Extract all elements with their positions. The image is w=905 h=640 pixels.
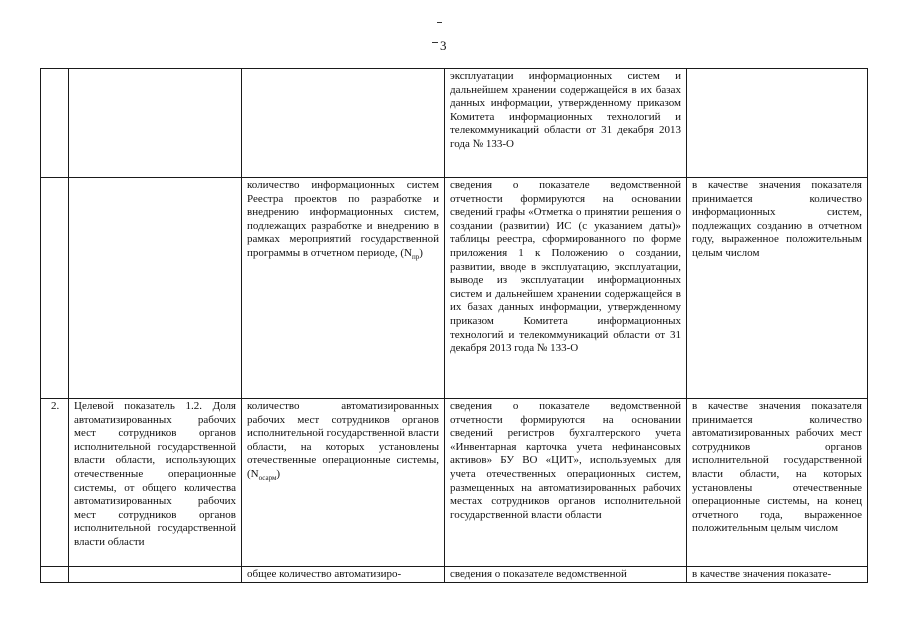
parameter-close: ) bbox=[419, 246, 423, 259]
indicators-table bbox=[40, 68, 868, 583]
indicator-cell: Целевой показатель 1.2. Доля автоматизированных рабочих мест сотрудников органов исполнительной государственной власти области, использующих отечественные операционные системы, от общего количества автоматизированных рабочих мест сотрудников органов исполнительной государственной власти области bbox=[69, 399, 242, 567]
parameter-cell bbox=[242, 69, 445, 178]
indicator-cell bbox=[69, 69, 242, 178]
indicator-cell bbox=[69, 567, 242, 583]
note-cell: в качестве значения показателя принимается количество информационных систем, подлежащих созданию в отчетном году, выраженное положительным целым числом bbox=[687, 178, 868, 399]
parameter-subscript: пр bbox=[411, 253, 420, 262]
source-cell: сведения о показателе ведомственной отчетности формируются на основании сведений регистров бухгалтерского учета «Инвентарная карточка учета нефинансовых активов» БУ ВО «ЦИТ», используемых для учета отечественных операционных систем, размещенных на автоматизированных рабочих местах сотрудников органов исполнительной государственной власти области bbox=[445, 399, 687, 567]
parameter-text: количество информационных систем Реестра проектов по разработке и внедрению информационных систем, подлежащих разработке и внедрению в рамках мероприятий государственной программы в отчетном периоде, (N bbox=[247, 179, 439, 259]
parameter-subscript: осарм bbox=[258, 474, 277, 483]
row-number: 2. bbox=[41, 399, 69, 567]
table-row bbox=[41, 69, 868, 178]
scan-speck bbox=[437, 22, 442, 23]
parameter-cell: общее количество автоматизиро- bbox=[242, 567, 445, 583]
parameter-cell bbox=[242, 178, 445, 399]
parameter-text: количество автоматизированных рабочих мест сотрудников органов исполнительной государственной власти области, на которых установлены отечественные операционные системы, (N bbox=[247, 400, 439, 480]
source-cell: сведения о показателе ведомственной отчетности формируются на основании сведений графы «Отметка о принятии решения о создании (развитии) ИС (с указанием даты)» таблицы реестра, сформированного по форме приложения 1 к Положению о создании, развитии, вводе в эксплуатацию, эксплуатации, выводе из эксплуатации информационных систем и дальнейшем хранении содержащейся в их базах данных информации, утвержденному приказом Комитета информационных технологий и телекоммуникаций области от 31 декабря 2013 года № 133-О bbox=[445, 178, 687, 399]
scan-speck bbox=[432, 42, 438, 43]
row-number bbox=[41, 567, 69, 583]
page-number: 3 bbox=[440, 38, 447, 53]
table-row bbox=[41, 567, 868, 583]
parameter-cell bbox=[242, 399, 445, 567]
note-cell bbox=[687, 69, 868, 178]
table-row bbox=[41, 399, 868, 567]
source-cell: эксплуатации информационных систем и дальнейшем хранении содержащейся в их базах данных информации, утвержденному приказом Комитета информационных технологий и телекоммуникаций области от 31 декабря 2013 года № 133-О bbox=[445, 69, 687, 178]
table-row bbox=[41, 178, 868, 399]
row-number bbox=[41, 69, 69, 178]
indicator-cell bbox=[69, 178, 242, 399]
note-cell: в качестве значения показателя принимается количество автоматизированных рабочих мест сотрудников органов исполнительной государственной власти области, на которых установлены отечественные операционные системы, на конец отчетного года, выраженное положительным целым числом bbox=[687, 399, 868, 567]
parameter-close: ) bbox=[276, 467, 281, 480]
row-number bbox=[41, 178, 69, 399]
note-cell: в качестве значения показате- bbox=[687, 567, 868, 583]
source-cell: сведения о показателе ведомственной bbox=[445, 567, 687, 583]
